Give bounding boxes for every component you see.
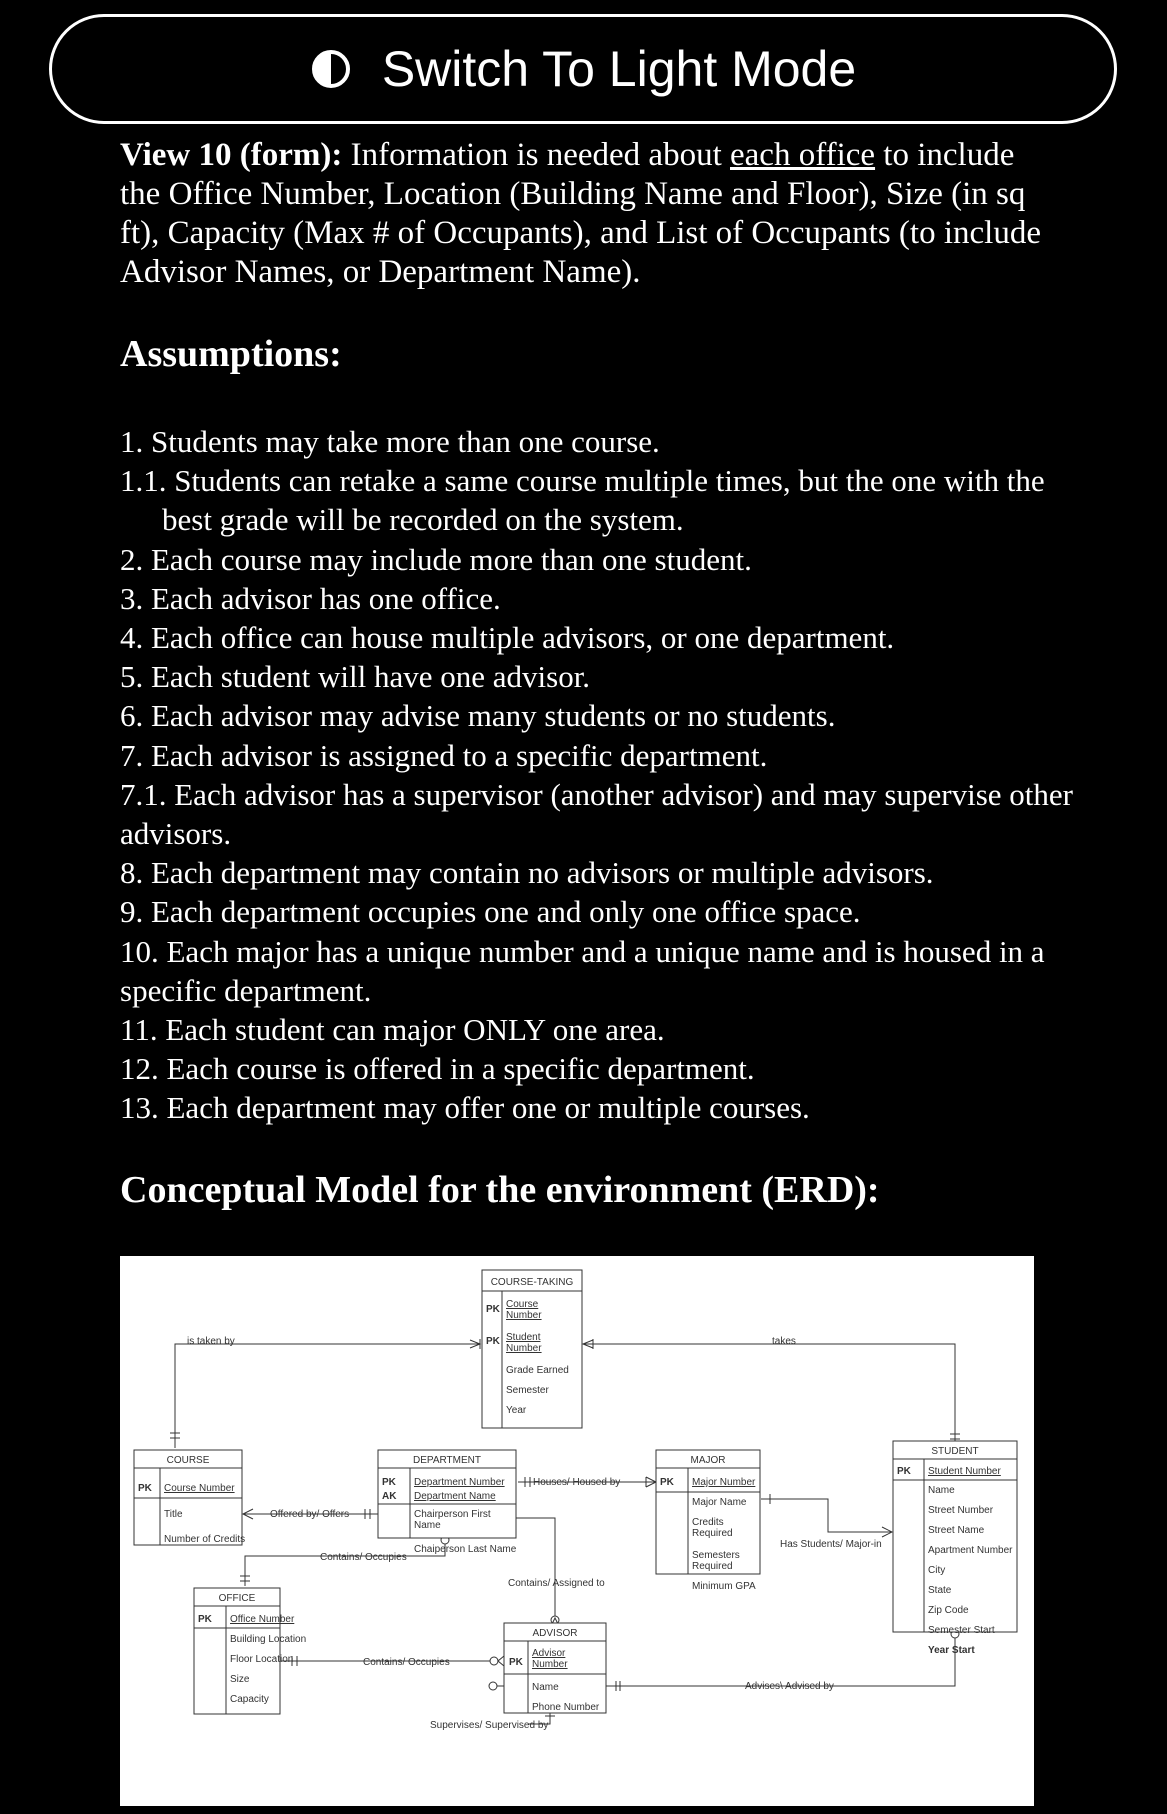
view-text-before: Information is needed about xyxy=(342,137,730,173)
key-attribute: Department Name xyxy=(414,1491,496,1502)
pk-marker: PK xyxy=(486,1336,500,1347)
rel-label-houses: Houses/ Housed by xyxy=(533,1477,621,1488)
view-label: View 10 (form): xyxy=(120,137,343,173)
attribute: Credits xyxy=(692,1517,724,1528)
assumption-item: 10. Each major has a unique number and a unique name and is housed in a specific department. xyxy=(120,933,1045,1008)
entity-office xyxy=(194,1588,306,1714)
pk-marker: PK xyxy=(897,1466,911,1477)
attribute: City xyxy=(928,1565,946,1576)
key-attribute: Office Number xyxy=(230,1614,295,1625)
rel-label-contains-occupies-2: Contains/ Occupies xyxy=(363,1657,450,1668)
assumptions-heading: Assumptions: xyxy=(120,333,342,375)
key-attribute: Advisor xyxy=(532,1648,566,1659)
rel-line-advises xyxy=(606,1638,955,1686)
rel-label-supervises: Supervises/ Supervised by xyxy=(430,1720,549,1731)
attribute: Apartment Number xyxy=(928,1545,1013,1556)
attribute: Title xyxy=(164,1509,183,1520)
attribute: Year Start xyxy=(928,1645,975,1656)
attribute: Year xyxy=(506,1405,527,1416)
attribute: Capacity xyxy=(230,1694,269,1705)
assumption-item: 13. Each department may offer one or multiple courses. xyxy=(120,1090,810,1126)
pk-marker: PK xyxy=(138,1483,152,1494)
rel-line-is-taken-by xyxy=(175,1344,480,1448)
assumption-item: 7. Each advisor is assigned to a specific department. xyxy=(120,737,768,773)
entity-title: COURSE-TAKING xyxy=(490,1277,574,1288)
entity-major xyxy=(656,1450,760,1592)
ak-marker: AK xyxy=(382,1491,397,1502)
attribute: Semester xyxy=(506,1385,549,1396)
entity-course xyxy=(134,1450,245,1545)
rel-label-contains-occupies-1: Contains/ Occupies xyxy=(320,1552,407,1563)
crowfoot-mark xyxy=(498,1656,504,1666)
assumption-item: 2. Each course may include more than one student. xyxy=(120,541,752,577)
pk-marker: PK xyxy=(660,1477,674,1488)
assumption-item: 1.1. Students can retake a same course multiple times, but the one with the best grade will be recorded on the system. xyxy=(120,463,1045,538)
assumption-item: 8. Each department may contain no advisors or multiple advisors. xyxy=(120,855,934,891)
rel-label-has-students: Has Students/ Major-in xyxy=(780,1539,882,1550)
assumption-item: 5. Each student will have one advisor. xyxy=(120,659,591,695)
pk-marker: PK xyxy=(382,1477,396,1488)
attribute: Phone Number xyxy=(532,1702,600,1713)
entity-title: ADVISOR xyxy=(532,1628,578,1639)
entity-department xyxy=(378,1450,517,1555)
attribute: Name xyxy=(532,1682,559,1693)
entity-course-taking xyxy=(482,1270,582,1428)
key-attribute: Number xyxy=(532,1659,568,1670)
attribute: Name xyxy=(414,1520,441,1531)
pk-marker: PK xyxy=(509,1657,523,1668)
attribute: Size xyxy=(230,1674,250,1685)
attribute: Chairperson First xyxy=(414,1509,491,1520)
attribute: State xyxy=(928,1585,952,1596)
attribute: Street Number xyxy=(928,1505,994,1516)
assumption-item: 6. Each advisor may advise many students or no students. xyxy=(120,698,836,734)
view-text-after: to include the Office Number, Location (Building Name and Floor), Size (in sq ft), Capacity (Max # of Occupants), and List of Occupants (to include Advisor Names, or Department Name). xyxy=(120,137,1041,290)
key-attribute: Major Number xyxy=(692,1477,756,1488)
rel-label-advises: Advises\ Advised by xyxy=(745,1681,834,1692)
rel-line-major-in xyxy=(761,1499,892,1532)
erd-diagram xyxy=(120,1256,1034,1806)
rel-line-takes xyxy=(583,1344,955,1449)
attribute: Floor Location xyxy=(230,1654,294,1665)
attribute: Chaiperson Last Name xyxy=(414,1544,517,1555)
attribute: Major Name xyxy=(692,1497,747,1508)
assumption-item: 12. Each course is offered in a specific department. xyxy=(120,1051,755,1087)
rel-label-offered: Offered by/ Offers xyxy=(270,1509,350,1520)
entity-advisor xyxy=(504,1623,606,1713)
attribute: Semester Start xyxy=(928,1625,995,1636)
key-attribute: Student Number xyxy=(928,1466,1001,1477)
key-attribute: Number xyxy=(506,1310,542,1321)
entity-title: MAJOR xyxy=(690,1455,726,1466)
key-attribute: Course Number xyxy=(164,1483,235,1494)
key-attribute: Course xyxy=(506,1299,539,1310)
attribute: Zip Code xyxy=(928,1605,969,1616)
attribute: Minimum GPA xyxy=(692,1581,756,1592)
erd-canvas xyxy=(120,1256,1034,1806)
attribute: Semesters xyxy=(692,1550,740,1561)
attribute: Number of Credits xyxy=(164,1534,246,1545)
contrast-half-circle-icon xyxy=(310,48,352,90)
key-attribute: Number xyxy=(506,1343,542,1354)
assumption-item: 4. Each office can house multiple advisors, or one department. xyxy=(120,620,895,656)
attribute: Required xyxy=(692,1528,733,1539)
attribute: Required xyxy=(692,1561,733,1572)
attribute: Street Name xyxy=(928,1525,985,1536)
key-attribute: Student xyxy=(506,1332,541,1343)
assumption-item: 1. Students may take more than one course. xyxy=(120,424,660,459)
entity-title: STUDENT xyxy=(931,1446,979,1457)
assumptions-list xyxy=(120,422,1080,1128)
entity-title: OFFICE xyxy=(218,1593,256,1604)
rel-label-contains-assigned: Contains/ Assigned to xyxy=(508,1578,605,1589)
light-mode-toggle-label: Switch To Light Mode xyxy=(381,41,857,97)
pk-marker: PK xyxy=(486,1304,500,1315)
key-attribute: Department Number xyxy=(414,1477,505,1488)
assumption-item: 11. Each student can major ONLY one area. xyxy=(120,1012,665,1048)
rel-label-is-taken-by: is taken by xyxy=(187,1336,235,1347)
entity-student xyxy=(893,1441,1017,1656)
attribute: Name xyxy=(928,1485,955,1496)
assumption-item: 9. Each department occupies one and only one office space. xyxy=(120,894,861,930)
view-underlined-text: each office xyxy=(730,137,876,173)
light-mode-toggle-button[interactable] xyxy=(49,14,1117,124)
erd-heading: Conceptual Model for the environment (ERD): xyxy=(120,1169,880,1211)
attribute: Building Location xyxy=(230,1634,307,1645)
assumption-item: 3. Each advisor has one office. xyxy=(120,580,501,616)
attribute: Grade Earned xyxy=(506,1365,569,1376)
entity-title: COURSE xyxy=(166,1455,210,1466)
entity-title: DEPARTMENT xyxy=(413,1455,481,1466)
assumption-item: 7.1. Each advisor has a supervisor (another advisor) and may supervise other advisors. xyxy=(120,776,1073,852)
view-description xyxy=(120,136,1060,292)
rel-label-takes: takes xyxy=(772,1336,796,1347)
pk-marker: PK xyxy=(198,1614,212,1625)
